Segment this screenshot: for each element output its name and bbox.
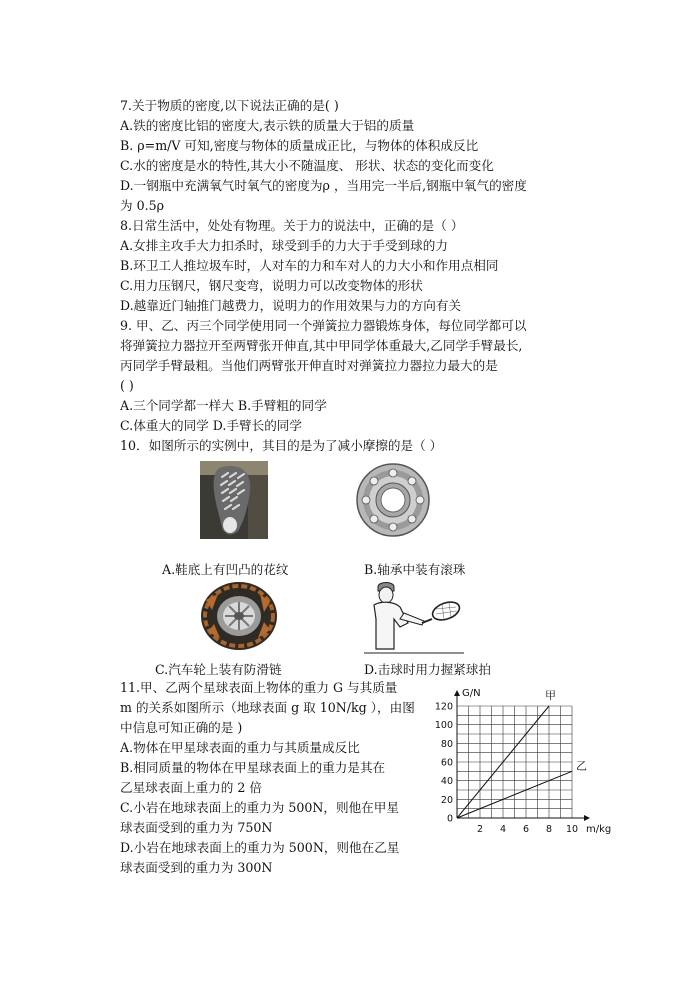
tennis-player-image	[364, 579, 464, 654]
y-tick-label: 0	[446, 813, 453, 825]
q11-option-b-cont: 乙星球表面上重力的 2 倍	[120, 780, 262, 795]
y-tick-label: 40	[440, 776, 453, 788]
y-tick-label: 100	[434, 720, 453, 732]
y-tick-label: 20	[440, 794, 453, 806]
q10-option-a: A.鞋底上有凹凸的花纹	[162, 562, 289, 577]
x-axis-label: m/kg	[586, 824, 612, 835]
q7-option-c: C.水的密度是水的特性,其大小不随温度、 形状、状态的变化而变化	[120, 158, 494, 173]
q9-stem-line4: ( )	[120, 378, 134, 393]
gravity-mass-chart	[425, 685, 625, 840]
q10-stem: 10．如图所示的实例中，其目的是为了减小摩擦的是（ ）	[120, 438, 443, 453]
y-tick-label: 80	[440, 738, 453, 750]
q11-option-d: D.小岩在地球表面上的重力为 500N，则他在乙星	[120, 840, 400, 855]
q11-stem-line2: m 的关系如图所示（地球表面 g 取 10N/kg ），由图	[120, 700, 415, 715]
series-label: 乙	[576, 759, 587, 773]
q9-options-cd: C.体重大的同学 D.手臂长的同学	[120, 418, 302, 433]
q7-option-d: D.一钢瓶中充满氧气时氧气的密度为ρ ，当用完一半后,钢瓶中氧气的密度	[120, 178, 527, 193]
q10-option-c: C.汽车轮上装有防滑链	[155, 662, 282, 677]
tire-chain-image	[200, 580, 278, 652]
q8-stem: 8.日常生活中，处处有物理。关于力的说法中，正确的是（ ）	[120, 218, 464, 233]
q11-option-d-cont: 球表面受到的重力为 300N	[120, 860, 273, 875]
x-tick-label: 2	[476, 824, 484, 835]
q10-option-b: B.轴承中装有滚珠	[364, 562, 466, 577]
q7-stem: 7.关于物质的密度,以下说法正确的是( )	[120, 98, 339, 113]
y-axis-label: G/N	[462, 688, 481, 699]
x-tick-label: 6	[522, 824, 530, 835]
q9-stem-line1: 9. 甲、乙、丙三个同学使用同一个弹簧拉力器锻炼身体，每位同学都可以	[120, 318, 527, 333]
shoe-sole-image	[200, 461, 268, 539]
q8-option-c: C.用力压钢尺，钢尺变弯，说明力可以改变物体的形状	[120, 278, 423, 293]
q11-option-c-cont: 球表面受到的重力为 750N	[120, 820, 273, 835]
q11-option-a: A.物体在甲星球表面的重力与其质量成反比	[120, 740, 360, 755]
q7-option-d-cont: 为 0.5ρ	[120, 198, 165, 213]
q11-stem-line3: 中信息可知正确的是 )	[120, 720, 243, 735]
q9-stem-line3: 丙同学手臂最粗。当他们两臂张开伸直时对弹簧拉力器拉力最大的是	[120, 358, 498, 373]
q10-option-d: D.击球时用力握紧球拍	[364, 662, 491, 677]
x-tick-label: 4	[499, 824, 507, 835]
q11-option-c: C.小岩在地球表面上的重力为 500N，则他在甲星	[120, 800, 399, 815]
q11-stem-line1: 11.甲、乙两个星球表面上物体的重力 G 与其质量	[120, 680, 398, 695]
q9-options-ab: A.三个同学都一样大 B.手臂粗的同学	[120, 398, 327, 413]
bearing-image	[352, 461, 434, 539]
y-axis-arrow	[454, 690, 460, 696]
q8-option-a: A.女排主攻手大力扣杀时，球受到手的力大于手受到球的力	[120, 238, 448, 253]
q7-option-b: B. ρ=m/V 可知,密度与物体的质量成正比，与物体的体积成反比	[120, 138, 479, 153]
x-axis-arrow	[584, 815, 590, 821]
q9-stem-line2: 将弹簧拉力器拉开至两臂张开伸直,其中甲同学体重最大,乙同学手臂最长,	[120, 338, 523, 353]
x-tick-label: 8	[545, 824, 553, 835]
x-tick-label: 10	[565, 824, 579, 835]
series-label: 甲	[545, 689, 556, 702]
q11-option-b: B.相同质量的物体在甲星球表面上的重力是其在	[120, 760, 386, 775]
y-tick-label: 60	[440, 757, 453, 769]
q8-option-b: B.环卫工人推垃圾车时，人对车的力和车对人的力大小和作用点相同	[120, 258, 499, 273]
q8-option-d: D.越靠近门轴推门越费力，说明力的作用效果与力的方向有关	[120, 298, 462, 313]
y-tick-label: 120	[434, 701, 453, 713]
q7-option-a: A.铁的密度比铝的密度大,表示铁的质量大于铝的质量	[120, 118, 415, 133]
